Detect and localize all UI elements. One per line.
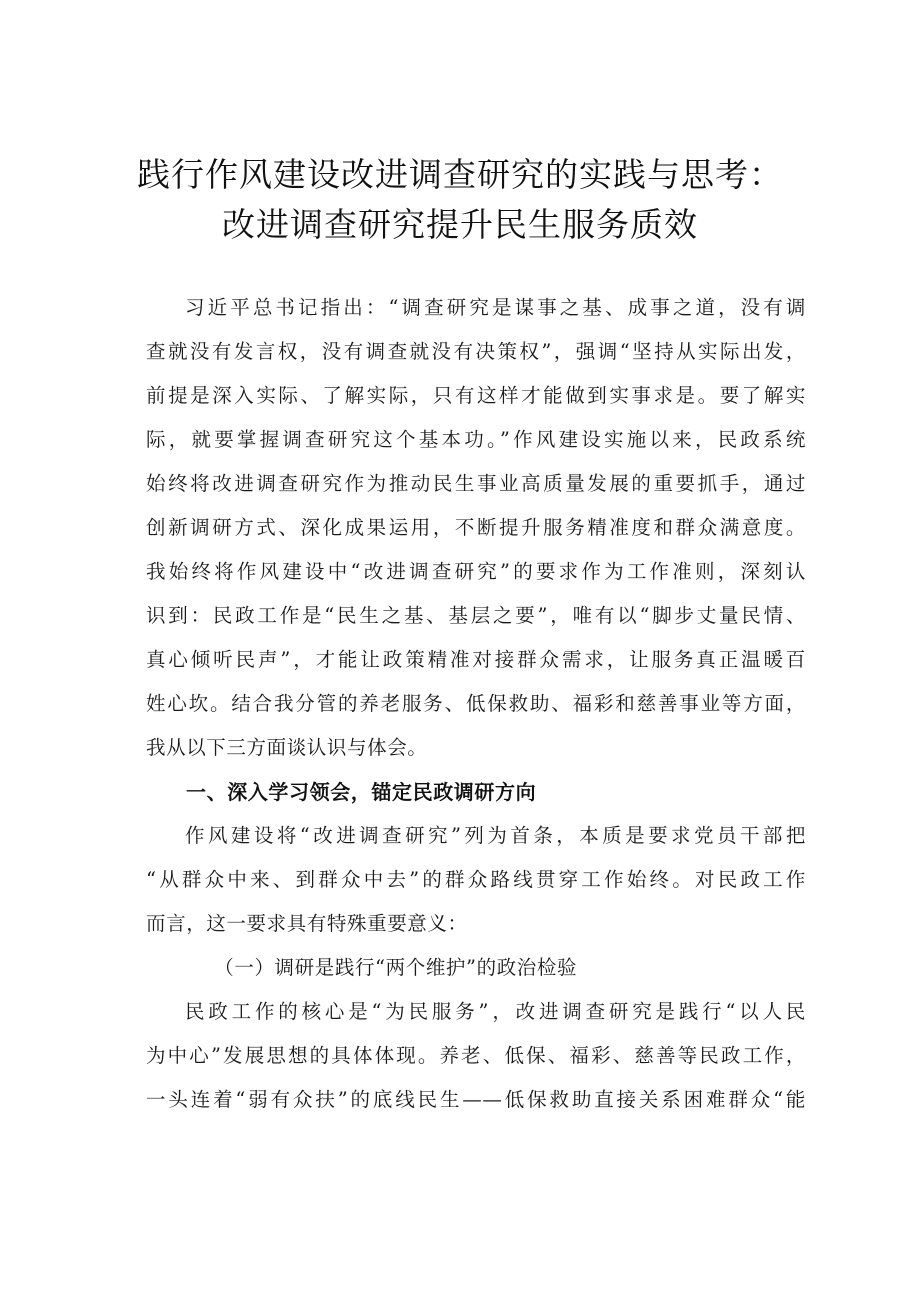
text-line: 作风建设将“改进调查研究”列为首条，本质是要求党员干部把 (185, 824, 806, 847)
text-line: 我从以下三方面谈认识与体会。 (146, 736, 428, 759)
text-line: 而言，这一要求具有特殊重要意义： (146, 912, 468, 935)
text-line: 我始终将作风建设中“改进调查研究”的要求作为工作准则，深刻认 (146, 560, 806, 583)
text-line: 姓心坎。结合我分管的养老服务、低保救助、福彩和慈善事业等方面， (146, 692, 806, 715)
title-line-2: 改进调查研究提升民生服务质效 (222, 205, 698, 244)
subsection-paragraph (146, 990, 806, 1122)
text-line: 习近平总书记指出：“调查研究是谋事之基、成事之道，没有调 (185, 296, 806, 319)
text-line: 前提是深入实际、了解实际，只有这样才能做到实事求是。要了解实 (146, 384, 806, 407)
section-paragraph (146, 814, 806, 946)
text-line: “从群众中来、到群众中去”的群众路线贯穿工作始终。对民政工作 (146, 868, 806, 891)
text-line: 民政工作的核心是“为民服务”，改进调查研究是践行“以人民 (185, 1000, 806, 1023)
subsection-heading: （一）调研是践行“两个维护”的政治检验 (214, 956, 578, 979)
text-line: 识到：民政工作是“民生之基、基层之要”，唯有以“脚步丈量民情、 (146, 604, 806, 627)
text-line: 为中心”发展思想的具体体现。养老、低保、福彩、慈善等民政工作， (146, 1044, 806, 1067)
text-line: 始终将改进调查研究作为推动民生事业高质量发展的重要抓手，通过 (146, 472, 806, 495)
section-heading: 一、深入学习领会，锚定民政调研方向 (186, 780, 537, 804)
text-line: 创新调研方式、深化成果运用，不断提升服务精准度和群众满意度。 (146, 516, 806, 539)
document-title (100, 150, 820, 250)
document-body (146, 286, 806, 1122)
text-line: 一头连着“弱有众扶”的底线民生——低保救助直接关系困难群众“能 (146, 1088, 806, 1111)
text-line: 际，就要掌握调查研究这个基本功。”作风建设实施以来，民政系统 (146, 428, 806, 451)
text-line: 查就没有发言权，没有调查就没有决策权”，强调“坚持从实际出发， (146, 340, 806, 363)
intro-paragraph (146, 286, 806, 770)
title-line-1: 践行作风建设改进调查研究的实践与思考： (137, 155, 783, 194)
text-line: 真心倾听民声”，才能让政策精准对接群众需求，让服务真正温暖百 (146, 648, 806, 671)
